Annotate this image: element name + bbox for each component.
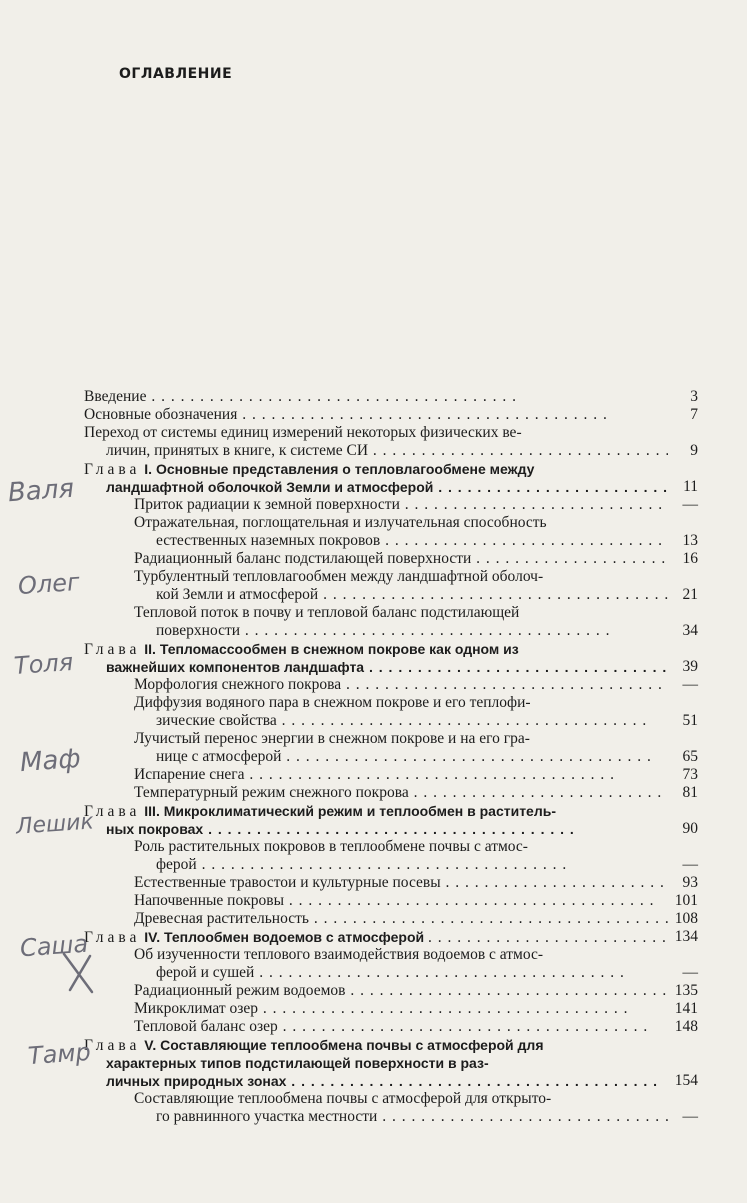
toc-entry-text: нице с атмосферой . . <box>156 748 668 766</box>
chapter-heading <box>84 640 668 658</box>
toc-entry-text: Древесная растительность . . <box>134 910 668 928</box>
toc-entry-text: Тепловой поток в почву и тепловой баланс подстилающей <box>134 604 520 621</box>
toc-entry-text: Об изученности теплового взаимодействия водоемов с атмос- <box>134 946 544 963</box>
chapter-heading <box>84 460 668 478</box>
chapter-title: III. Микроклиматический режим и теплообмен в раститель- <box>144 803 557 819</box>
toc-entry-text: Микроклимат озер . . <box>134 1000 668 1018</box>
toc-entry-text: Радиационный режим водоемов . . <box>134 982 668 1000</box>
chapter-title-cont: личных природных зонах . . <box>106 1072 668 1090</box>
toc-entry-text: Роль растительных покровов в теплообмене почвы с атмос- <box>134 838 528 855</box>
toc-entry-text: Температурный режим снежного покрова . . <box>134 784 668 802</box>
margin-note: Лешик <box>15 809 95 840</box>
toc-page-number: 81 <box>682 784 698 801</box>
toc-entry-text: Морфология снежного покрова . . <box>134 676 668 694</box>
toc-entry-text: поверхности . . <box>156 622 668 640</box>
toc-page-number: 135 <box>674 982 698 999</box>
margin-note: Саша <box>19 929 90 963</box>
toc-entry-text: Естественные травостои и культурные посевы . . <box>134 874 668 892</box>
toc-page-number: 134 <box>674 928 698 945</box>
toc-entry-text: Диффузия водяного пара в снежном покрове и его теплофи- <box>134 694 531 711</box>
toc-page-number: 108 <box>674 910 698 927</box>
toc-entry-text: личин, принятых в книге, к системе СИ . . <box>106 442 668 460</box>
toc-entry-text: Составляющие теплообмена почвы с атмосферой для открыто- <box>134 1090 552 1107</box>
chapter-title: I. Основные представления о тепловлагообмене между <box>144 461 535 477</box>
toc-page-number: 141 <box>674 1000 698 1017</box>
margin-note: Валя <box>7 473 75 509</box>
toc-page-number: 34 <box>682 622 698 639</box>
chapter-word: Глава <box>84 461 141 478</box>
toc-entry-text: Тепловой баланс озер . . <box>134 1018 668 1036</box>
chapter-title: II. Тепломассообмен в снежном покрове как одном из <box>144 641 519 657</box>
toc-page-number: 90 <box>682 820 698 837</box>
toc-page-number: — <box>682 856 698 873</box>
chapter-title: IV. Теплообмен водоемов с атмосферой <box>144 929 425 945</box>
toc-entry-text: Радиационный баланс подстилающей поверхности . . <box>134 550 668 568</box>
toc-entry-text: Турбулентный тепловлагообмен между ландшафтной оболоч- <box>134 568 544 585</box>
toc-entry-text: Напочвенные покровы . . <box>134 892 668 910</box>
chapter-word: Глава <box>84 1037 141 1054</box>
toc-page-number: — <box>682 676 698 693</box>
toc-entry-text: Испарение снега . . <box>134 766 668 784</box>
chapter-heading <box>84 1036 668 1054</box>
toc-page-number: 101 <box>674 892 698 909</box>
toc-page-number: 51 <box>682 712 698 729</box>
chapter-title-cont: важнейших компонентов ландшафта . . <box>106 658 668 676</box>
toc-page-number: 9 <box>690 442 698 459</box>
toc-page-number: 39 <box>682 658 698 675</box>
margin-note: Олег <box>17 567 81 601</box>
toc-page-number: 16 <box>682 550 698 567</box>
chapter-heading <box>84 802 668 820</box>
toc-entry-text: кой Земли и атмосферой . . <box>156 586 668 604</box>
toc-page-number: 65 <box>682 748 698 765</box>
toc-page-number: 11 <box>683 478 698 495</box>
chapter-title-cont: ных покровах . . <box>106 820 668 838</box>
toc-entry-text: Основные обозначения . . <box>84 406 668 424</box>
toc-page-number: 13 <box>682 532 698 549</box>
margin-note: Толя <box>13 647 75 681</box>
toc-page-number: 3 <box>690 388 698 405</box>
chapter-title-cont: характерных типов подстилающей поверхности в раз- <box>106 1055 489 1071</box>
toc-entry-text: Лучистый перенос энергии в снежном покрове и на его гра- <box>134 730 530 747</box>
toc-entry-text: ферой . . <box>156 856 668 874</box>
chapter-word: Глава <box>84 929 141 946</box>
toc-page-number: — <box>682 1108 698 1125</box>
toc-page-number: 93 <box>682 874 698 891</box>
toc-entry-text: Введение . . <box>84 388 668 406</box>
toc-page-number: 148 <box>674 1018 698 1035</box>
toc-page-number: — <box>682 496 698 513</box>
chapter-title-cont: ландшафтной оболочкой Земли и атмосферой . . <box>106 478 668 496</box>
toc-page-number: 21 <box>682 586 698 603</box>
margin-note: Маф <box>19 743 82 779</box>
page-title: ОГЛАВЛЕНИЕ <box>119 66 233 82</box>
margin-note: Тамр <box>27 1037 92 1071</box>
chapter-word: Глава <box>84 803 141 820</box>
toc-entry-text: естественных наземных покровов . . <box>156 532 668 550</box>
cross-mark-icon <box>58 950 98 996</box>
toc-page-number: 154 <box>674 1072 698 1089</box>
toc-entry-text: ферой и сушей . . <box>156 964 668 982</box>
toc-entry-text: го равнинного участка местности . . <box>156 1108 668 1126</box>
chapter-word: Глава <box>84 641 141 658</box>
chapter-title: V. Составляющие теплообмена почвы с атмосферой для <box>144 1037 544 1053</box>
toc-entry-text: Отражательная, поглощательная и излучательная способность <box>134 514 547 531</box>
toc-entry-text: Приток радиации к земной поверхности . . <box>134 496 668 514</box>
toc-entry-text: Переход от системы единиц измерений некоторых физических ве- <box>84 424 522 441</box>
toc-page-number: — <box>682 964 698 981</box>
toc-page-number: 7 <box>690 406 698 423</box>
toc-entry-text: зические свойства . . <box>156 712 668 730</box>
toc-page-number: 73 <box>682 766 698 783</box>
chapter-heading <box>84 928 668 946</box>
